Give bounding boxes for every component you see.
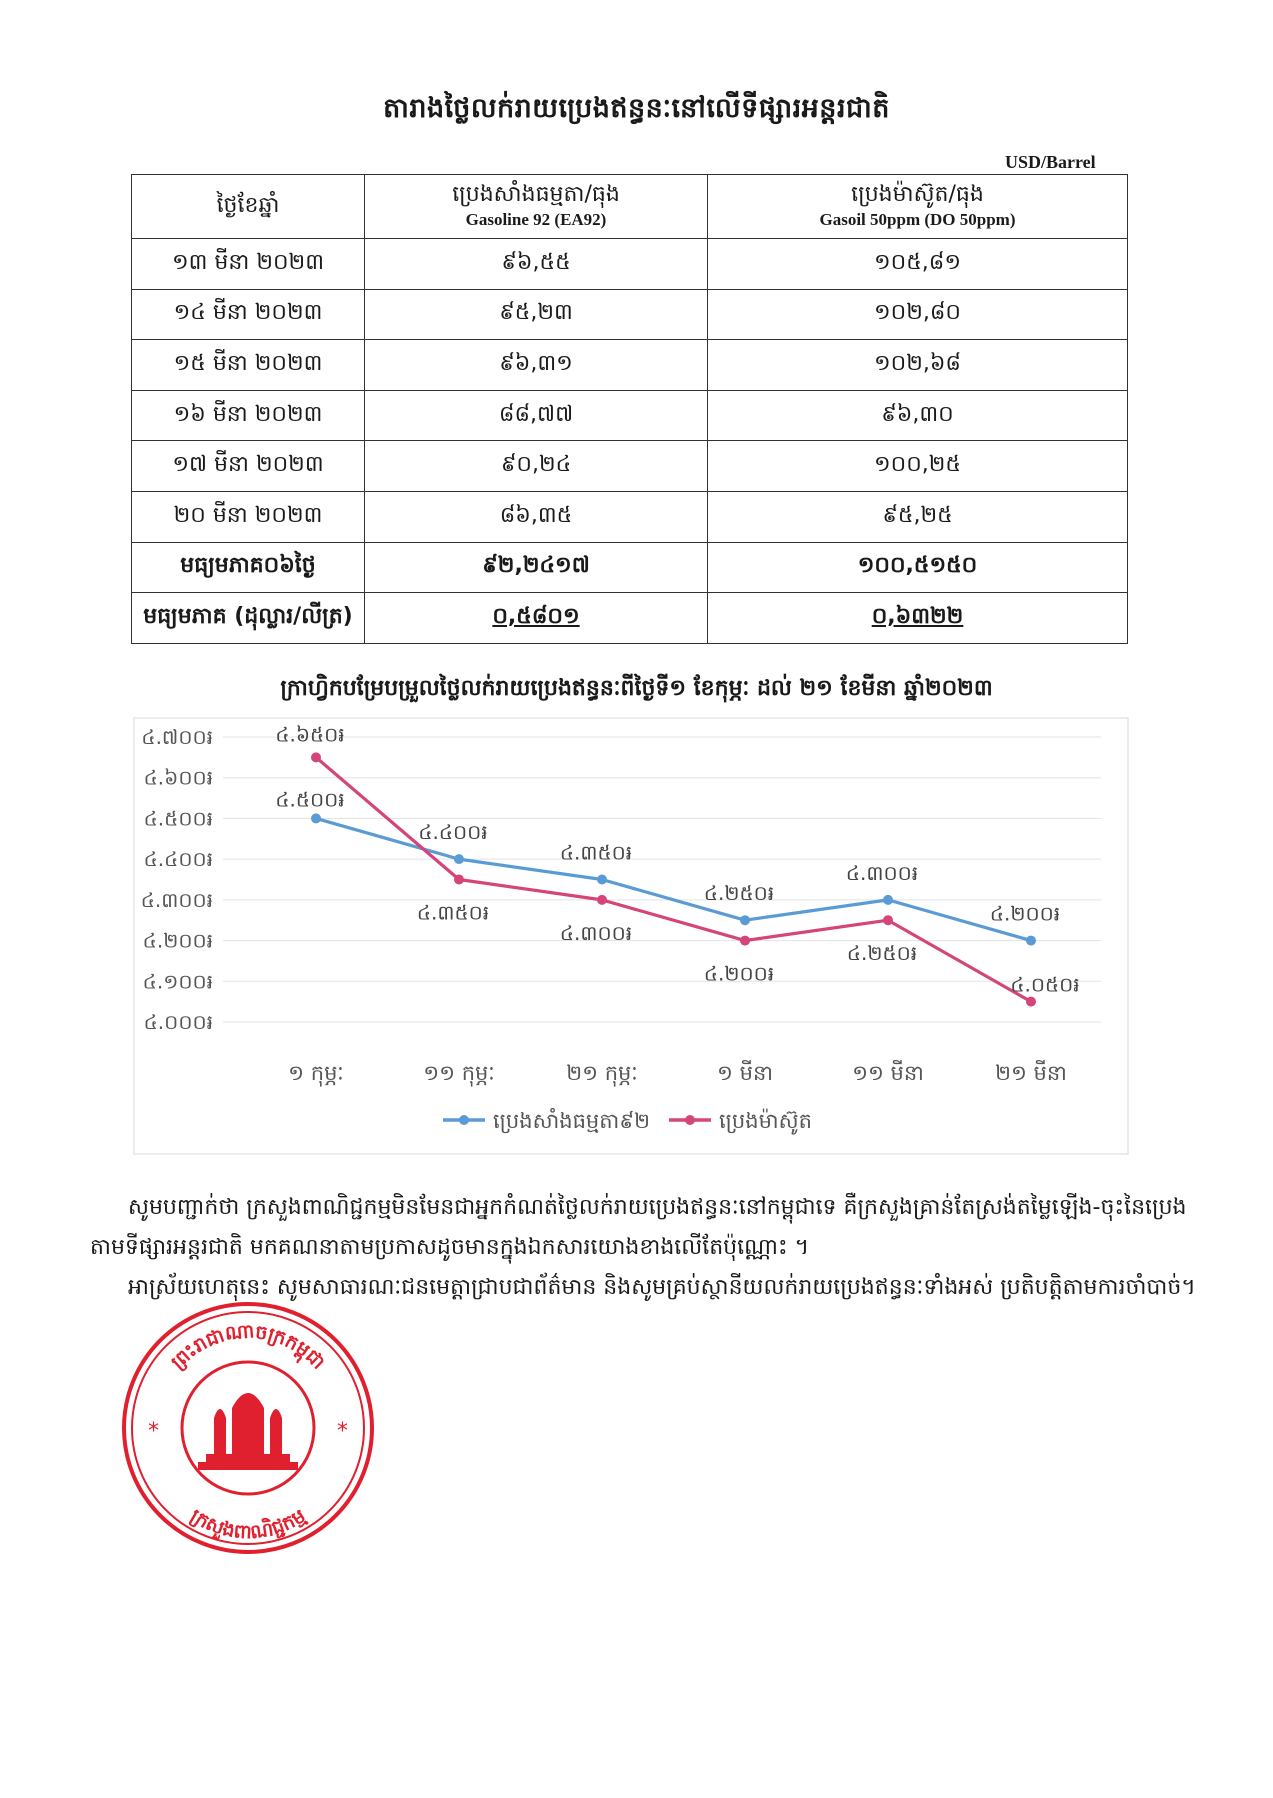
unit-label: USD/Barrel: [1005, 152, 1096, 172]
header-gasoline: [365, 175, 708, 239]
row-date: ១៤ មីនា ២០២៣: [132, 289, 365, 340]
notice-paragraph-2: អាស្រ័យហេតុនេះ សូមសាធារណៈជនមេត្តាជ្រាបជាព័ត៌មាន និងសូមគ្រប់ស្ថានីយលក់រាយប្រេងឥន្ធនៈទាំងអស់ ប្រតិបត្តិតាមការចាំបាច់។: [128, 1275, 1196, 1300]
data-label: ៤.៤០០៛: [418, 820, 488, 845]
x-tick-label: ១ មីនា: [717, 1061, 773, 1085]
average-per-liter-gasoil-cell: [708, 593, 1128, 644]
average-per-liter-label: មធ្យមភាគ (ដុល្លារ/លីត្រ): [132, 593, 365, 644]
legend-swatch-dot: [459, 1115, 469, 1125]
average-6-days-label: មធ្យមភាគ០៦ថ្ងៃ: [132, 542, 365, 593]
data-point: [1026, 936, 1036, 946]
svg-text:*: *: [148, 1419, 159, 1444]
legend-swatch-dot: [685, 1115, 695, 1125]
row-gasoline-price: ៨៨,៧៧: [365, 390, 708, 441]
header-gasoil-english: Gasoil 50ppm (DO 50ppm): [819, 209, 1016, 229]
average-per-liter-row: [132, 593, 1128, 644]
data-point: [311, 752, 321, 762]
data-point: [1026, 997, 1036, 1007]
x-tick-label: ២១ មីនា: [995, 1061, 1067, 1085]
table-row: [132, 340, 1128, 391]
row-gasoil-price: ១០២,៨០: [708, 289, 1128, 340]
row-gasoil-price: ៩៥,២៥: [708, 491, 1128, 542]
data-label: ៤.៥០០៛: [275, 787, 345, 812]
header-gasoil: [708, 175, 1128, 239]
data-label: ៤.២៥០៛: [846, 941, 918, 966]
table-row: [132, 390, 1128, 441]
data-label: ៤.៣៥០៛: [559, 840, 633, 865]
svg-text:*: *: [337, 1419, 348, 1444]
table-row: [132, 491, 1128, 542]
data-label: ៤.៣០០៛: [559, 920, 633, 945]
data-point: [740, 936, 750, 946]
seal-icon: [118, 1298, 378, 1558]
chart-svg: [133, 717, 1129, 1155]
row-date: ១៦ មីនា ២០២៣: [132, 390, 365, 441]
header-gasoil-khmer: ប្រេងម៉ាស៊ូត/ធុង: [851, 181, 984, 207]
y-tick-label: ៤.២០០៛: [142, 928, 213, 953]
data-label: ៤.៣៥០៛: [416, 900, 490, 925]
data-point: [597, 875, 607, 885]
y-tick-label: ៤.៦០០៛: [143, 765, 213, 790]
row-gasoline-price: ៩០,២៤: [365, 441, 708, 492]
table-header-row: [132, 175, 1128, 239]
data-point: [454, 854, 464, 864]
table-row: [132, 239, 1128, 290]
chart-title: ក្រាហ្វិកបម្រែបម្រួលថ្លៃលក់រាយប្រេងឥន្ធនៈពីថ្ងៃទី១ ខែកុម្ភៈ ដល់ ២១ ខែមីនា ឆ្នាំ២០២៣: [280, 676, 993, 701]
ministry-seal-stamp: [118, 1298, 378, 1562]
x-tick-label: ១១ កុម្ភៈ: [423, 1061, 495, 1085]
legend-label: ប្រេងសាំងធម្មតា៩២: [493, 1109, 650, 1133]
seal-bottom-text: ក្រសួងពាណិជ្ជកម្ម: [186, 1504, 310, 1544]
data-point: [597, 895, 607, 905]
row-date: ២០ មីនា ២០២៣: [132, 491, 365, 542]
y-tick-label: ៤.១០០៛: [142, 969, 213, 994]
table-row: [132, 289, 1128, 340]
data-label: ៤.៦៥០៛: [275, 722, 345, 747]
data-point: [311, 813, 321, 823]
row-date: ១៥ មីនា ២០២៣: [132, 340, 365, 391]
y-tick-label: ៤.៥០០៛: [143, 806, 213, 831]
document-title: តារាងថ្លៃលក់រាយប្រេងឥន្ធនៈនៅលើទីផ្សារអន្តរជាតិ: [383, 93, 890, 124]
row-gasoline-price: ៩៦,៣១: [365, 340, 708, 391]
data-point: [883, 915, 893, 925]
y-tick-label: ៤.៤០០៛: [143, 847, 213, 872]
y-tick-label: ៤.៧០០៛: [141, 725, 213, 749]
x-tick-label: ១១ មីនា: [852, 1061, 924, 1085]
x-tick-label: ១ កុម្ភៈ: [288, 1061, 344, 1085]
data-point: [883, 895, 893, 905]
header-gasoline-english: Gasoline 92 (EA92): [465, 209, 607, 229]
seal-top-text: ព្រះរាជាណាចក្រកម្ពុជា: [166, 1320, 330, 1374]
row-gasoline-price: ៩៥,២៣: [365, 289, 708, 340]
row-gasoil-price: ១០០,២៥: [708, 441, 1128, 492]
table-row: [132, 441, 1128, 492]
average-6-days-gasoil: ១០០,៥១៥០: [708, 542, 1128, 593]
row-gasoline-price: ៨៦,៣៥: [365, 491, 708, 542]
row-date: ១៣ មីនា ២០២៣: [132, 239, 365, 290]
average-6-days-row: [132, 542, 1128, 593]
average-per-liter-gasoil: ០,៦៣២២: [871, 603, 964, 629]
average-per-liter-gasoline: ០,៥៨០១: [492, 603, 580, 629]
row-gasoil-price: ៩៦,៣០: [708, 390, 1128, 441]
price-line-chart: [133, 717, 1129, 1155]
y-tick-label: ៤.០០០៛: [143, 1010, 213, 1034]
x-tick-label: ២១ កុម្ភៈ: [566, 1061, 638, 1085]
header-date: ថ្ងៃខែឆ្នាំ: [132, 175, 365, 239]
average-per-liter-gasoline-cell: [365, 593, 708, 644]
row-gasoil-price: ១០៥,៨១: [708, 239, 1128, 290]
data-label: ៤.០៥០៛: [1010, 972, 1080, 997]
data-point: [740, 915, 750, 925]
data-label: ៤.២៥០៛: [703, 881, 775, 906]
notice-paragraph-1: សូមបញ្ជាក់ថា ក្រសួងពាណិជ្ជកម្មមិនមែនជាអ្នកកំណត់ថ្លៃលក់រាយប្រេងឥន្ធនៈនៅកម្ពុជាទេ គឺក្រសួងគ្រាន់តែស្រង់តម្លៃឡើង-ចុះនៃប្រេងតាមទីផ្សារអន្តរជាតិ មកគណនាតាមប្រកាសដូចមានក្នុងឯកសារយោងខាងលើតែប៉ុណ្ណោះ ។: [90, 1195, 1187, 1260]
y-tick-label: ៤.៣០០៛: [140, 887, 213, 912]
data-label: ៤.២០០៛: [703, 961, 775, 986]
row-gasoil-price: ១០២,៦៨: [708, 340, 1128, 391]
price-table: [131, 174, 1128, 644]
data-label: ៤.៣០០៛: [845, 860, 919, 885]
row-date: ១៧ មីនា ២០២៣: [132, 441, 365, 492]
row-gasoline-price: ៩៦,៥៥: [365, 239, 708, 290]
legend-label: ប្រេងម៉ាស៊ូត: [719, 1109, 812, 1133]
average-6-days-gasoline: ៩២,២៤១៧: [365, 542, 708, 593]
data-point: [454, 875, 464, 885]
data-label: ៤.២០០៛: [989, 901, 1061, 926]
header-gasoline-khmer: ប្រេងសាំងធម្មតា/ធុង: [452, 181, 620, 207]
